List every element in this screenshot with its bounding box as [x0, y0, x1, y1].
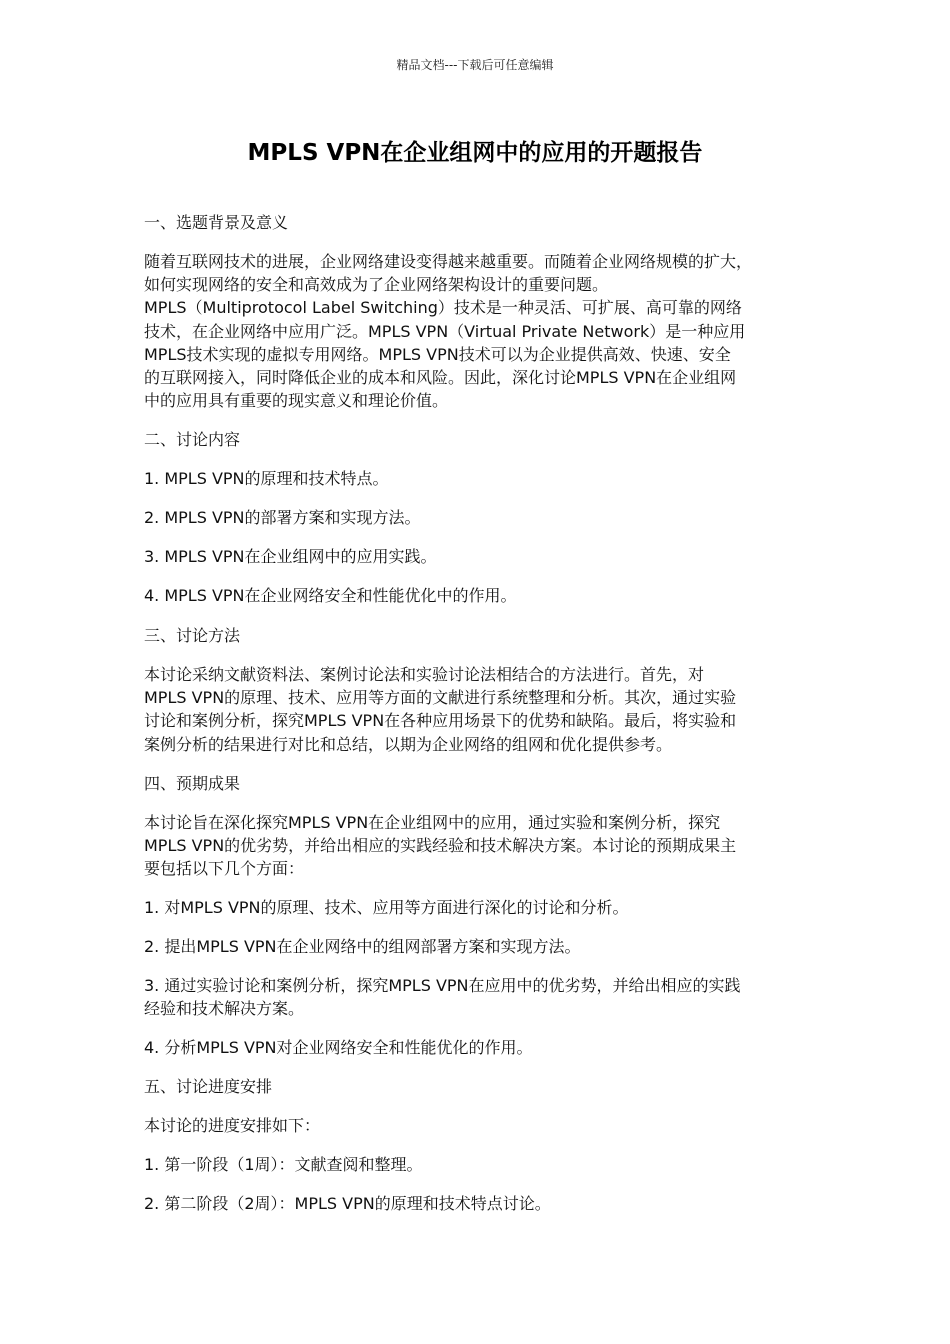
list-item: 1. 对MPLS VPN的原理、技术、应用等方面进行深化的讨论和分析。	[144, 898, 629, 917]
paragraph-line: 本讨论旨在深化探究MPLS VPN在企业组网中的应用，通过实验和案例分析，探究	[144, 813, 721, 832]
paragraph-line: 技术，在企业网络中应用广泛。MPLS VPN（Virtual Private Network）是一种应用	[144, 321, 746, 341]
paragraph-line: MPLS（Multiprotocol Label Switching）技术是一种灵活、可扩展、高可靠的网络	[144, 298, 742, 318]
paragraph-line: 随着互联网技术的进展，企业网络建设变得越来越重要。而随着企业网络规模的扩大，	[144, 252, 753, 271]
paragraph-line: MPLS技术实现的虚拟专用网络。MPLS VPN技术可以为企业提供高效、快速、安全	[144, 344, 731, 364]
list-item: 1. 第一阶段（1周）：文献查阅和整理。	[144, 1155, 423, 1174]
paragraph-line: MPLS VPN的优劣势，并给出相应的实践经验和技术解决方案。本讨论的预期成果主	[144, 836, 737, 856]
section-heading-content: 二、讨论内容	[144, 430, 241, 449]
header-note: 精品文档---下载后可任意编辑	[396, 58, 554, 72]
section-heading-method: 三、讨论方法	[144, 626, 241, 645]
list-item: 4. MPLS VPN在企业网络安全和性能优化中的作用。	[144, 586, 517, 605]
list-item: 2. 第二阶段（2周）：MPLS VPN的原理和技术特点讨论。	[144, 1194, 551, 1213]
list-item: 3. MPLS VPN在企业组网中的应用实践。	[144, 547, 437, 566]
paragraph-line: 案例分析的结果进行对比和总结，以期为企业网络的组网和优化提供参考。	[144, 734, 673, 754]
list-item	[144, 974, 808, 1020]
paragraph-line: 如何实现网络的安全和高效成为了企业网络架构设计的重要问题。	[144, 275, 609, 295]
paragraph-line: 经验和技术解决方案。	[144, 999, 305, 1019]
paragraph-line: 要包括以下几个方面：	[144, 859, 305, 879]
list-item: 2. MPLS VPN的部署方案和实现方法。	[144, 508, 421, 527]
schedule-intro: 本讨论的进度安排如下：	[144, 1116, 321, 1135]
section-heading-background: 一、选题背景及意义	[144, 213, 289, 232]
paragraph-background	[144, 250, 808, 412]
document-title: MPLS VPN在企业组网中的应用的开题报告	[247, 140, 703, 166]
paragraph-line: 的互联网接入，同时降低企业的成本和风险。因此，深化讨论MPLS VPN在企业组网	[144, 368, 737, 388]
paragraph-line: MPLS VPN的原理、技术、应用等方面的文献进行系统整理和分析。其次，通过实验	[144, 688, 737, 708]
section-heading-outcomes: 四、预期成果	[144, 774, 241, 793]
list-item: 2. 提出MPLS VPN在企业网络中的组网部署方案和实现方法。	[144, 937, 581, 956]
list-item: 4. 分析MPLS VPN对企业网络安全和性能优化的作用。	[144, 1038, 533, 1057]
paragraph-line: 讨论和案例分析，探究MPLS VPN在各种应用场景下的优势和缺陷。最后，将实验和	[144, 711, 737, 731]
paragraph-line: 3. 通过实验讨论和案例分析，探究MPLS VPN在应用中的优劣势，并给出相应的实践	[144, 976, 741, 995]
section-heading-schedule: 五、讨论进度安排	[144, 1077, 273, 1096]
paragraph-line: 中的应用具有重要的现实意义和理论价值。	[144, 391, 449, 411]
paragraph-outcomes	[144, 811, 808, 881]
paragraph-line: 本讨论采纳文献资料法、案例讨论法和实验讨论法相结合的方法进行。首先，对	[144, 665, 705, 684]
paragraph-method	[144, 663, 808, 756]
list-item: 1. MPLS VPN的原理和技术特点。	[144, 469, 389, 488]
